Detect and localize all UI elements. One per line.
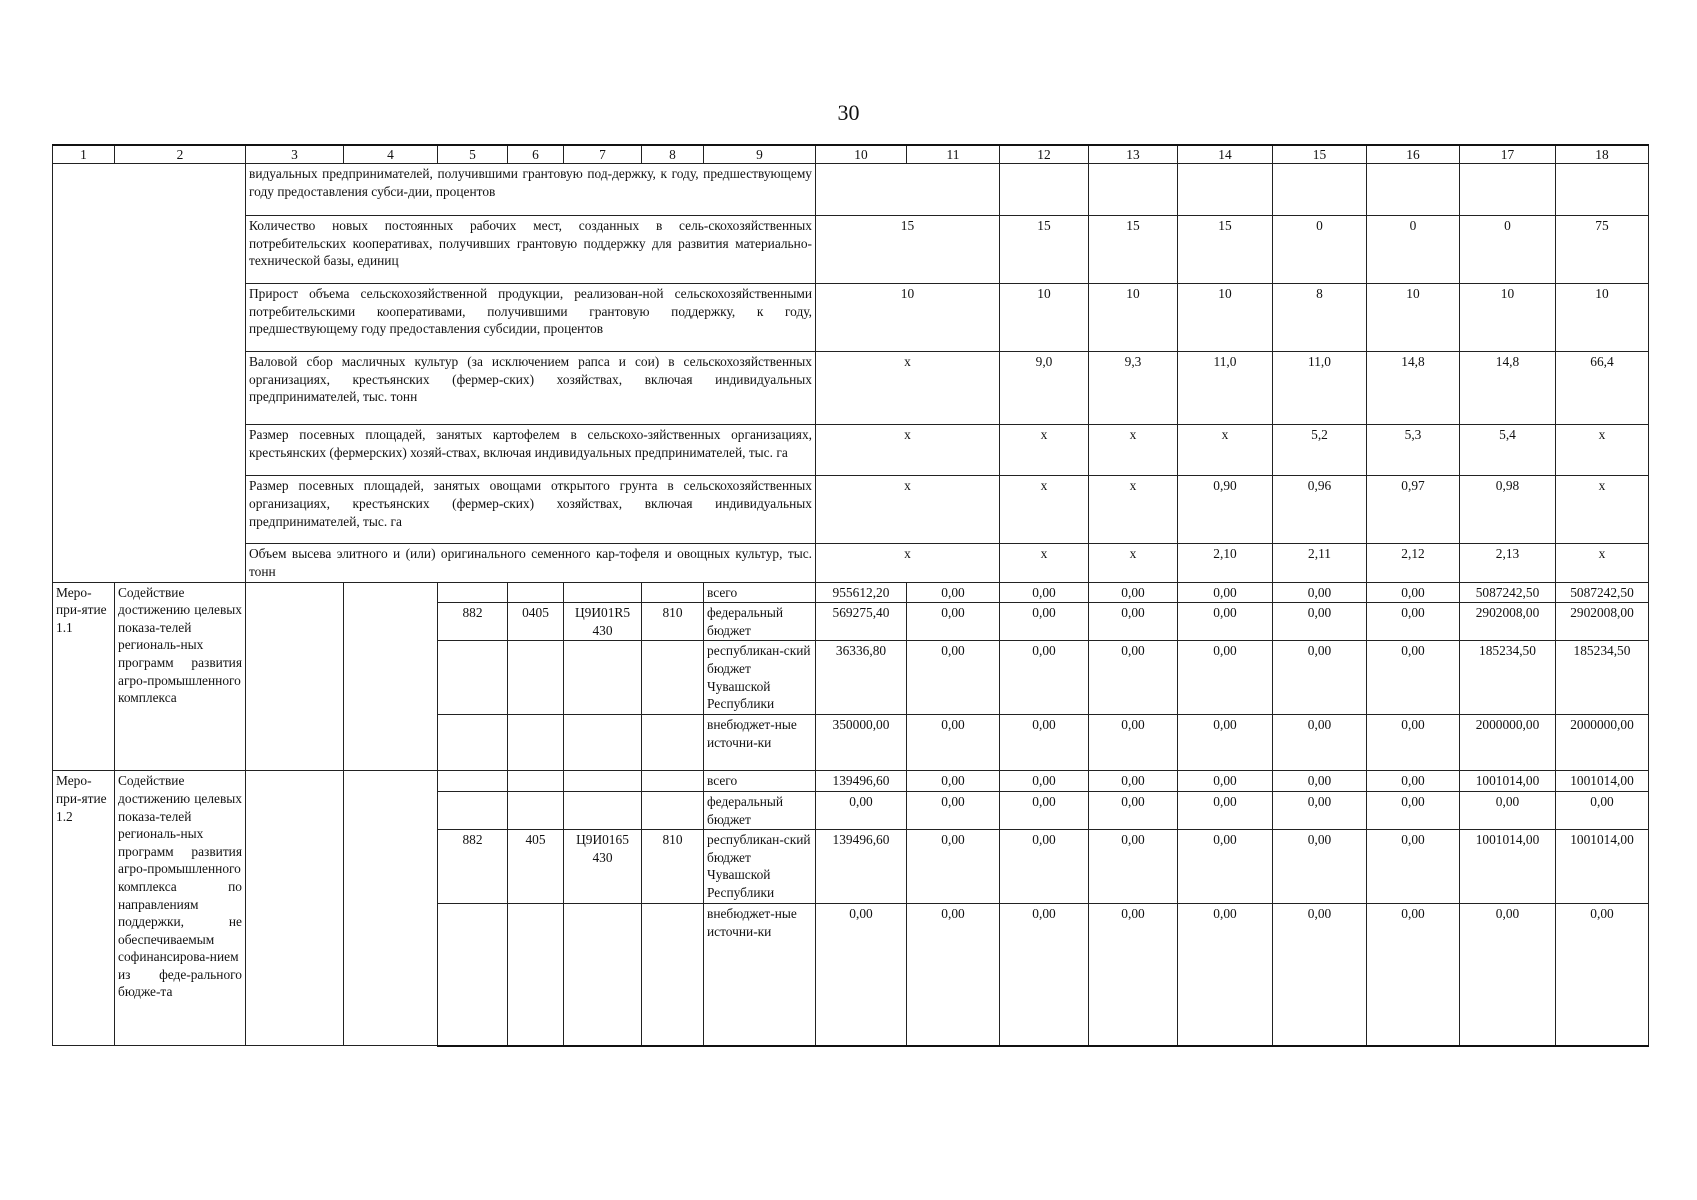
amount-cell: 1001014,00 (1460, 830, 1556, 904)
budget-code: 405 (508, 830, 564, 904)
table-cell: 14,8 (1367, 352, 1460, 425)
table-cell: х (1556, 476, 1649, 544)
program-table (52, 144, 1649, 1047)
column-number: 14 (1178, 145, 1273, 164)
table-cell: 0 (1273, 216, 1367, 284)
table-cell: х (1089, 476, 1178, 544)
amount-cell: 0,00 (1178, 715, 1273, 771)
budget-code (508, 582, 564, 603)
table-cell: 9,0 (1000, 352, 1089, 425)
table-cell: х (1089, 425, 1178, 476)
table-cell (1178, 164, 1273, 216)
table-cell (1460, 164, 1556, 216)
amount-cell: 0,00 (1089, 582, 1178, 603)
indicator-text: Размер посевных площадей, занятых овощами открытого грунта в сельскохозяйственных организациях, крестьянских (фермер-ских) хозяйствах, включая индивидуальных предпринимателей, тыс. га (246, 476, 816, 544)
funding-source: федеральный бюджет (704, 603, 816, 641)
measure-label: Меро-при-ятие 1.1 (53, 582, 115, 771)
table-cell: 2,11 (1273, 544, 1367, 582)
column-number: 1 (53, 145, 115, 164)
amount-cell: 0,00 (1367, 904, 1460, 1046)
amount-cell: 1001014,00 (1556, 830, 1649, 904)
amount-cell: 0,00 (907, 791, 1000, 829)
indicator-row (53, 425, 1649, 476)
budget-code (438, 771, 508, 792)
amount-cell: 0,00 (1089, 791, 1178, 829)
amount-cell: 0,00 (907, 904, 1000, 1046)
budget-code (564, 791, 642, 829)
budget-code (642, 641, 704, 715)
budget-code: Ц9И01R5 430 (564, 603, 642, 641)
table-cell: 0,90 (1178, 476, 1273, 544)
amount-cell: 36336,80 (816, 641, 907, 715)
funding-source: всего (704, 771, 816, 792)
amount-cell: 1001014,00 (1460, 771, 1556, 792)
amount-cell: 0,00 (907, 582, 1000, 603)
table-cell: 15 (1000, 216, 1089, 284)
amount-cell: 0,00 (1000, 830, 1089, 904)
table-cell: 0,97 (1367, 476, 1460, 544)
funding-source: республикан-ский бюджет Чувашской Республики (704, 641, 816, 715)
table-cell: 75 (1556, 216, 1649, 284)
indicator-row (53, 352, 1649, 425)
budget-code (508, 771, 564, 792)
amount-cell: 0,00 (1273, 582, 1367, 603)
budget-code (642, 771, 704, 792)
amount-cell: 0,00 (1178, 641, 1273, 715)
funding-source: республикан-ский бюджет Чувашской Республики (704, 830, 816, 904)
table-cell: х (816, 425, 1000, 476)
amount-cell: 185234,50 (1556, 641, 1649, 715)
amount-cell: 0,00 (1273, 715, 1367, 771)
column-number: 4 (344, 145, 438, 164)
table-cell (1089, 164, 1178, 216)
amount-cell: 0,00 (1089, 715, 1178, 771)
column-number: 7 (564, 145, 642, 164)
empty-cell (344, 771, 438, 1046)
table-cell: 10 (1556, 284, 1649, 352)
table-cell: х (1556, 544, 1649, 582)
amount-cell: 1001014,00 (1556, 771, 1649, 792)
budget-code (642, 582, 704, 603)
indicator-text: Валовой сбор масличных культур (за исключением рапса и сои) в сельскохозяйственных организациях, крестьянских (фермер-ских) хозяйствах, включая индивидуальных предпринимателей, тыс. тонн (246, 352, 816, 425)
table-cell (1273, 164, 1367, 216)
table-cell: 15 (1089, 216, 1178, 284)
table-cell: 5,3 (1367, 425, 1460, 476)
table-cell: 10 (1089, 284, 1178, 352)
table-cell: 5,2 (1273, 425, 1367, 476)
table-cell (1556, 164, 1649, 216)
amount-cell: 185234,50 (1460, 641, 1556, 715)
budget-code (508, 791, 564, 829)
budget-code (642, 791, 704, 829)
column-number: 3 (246, 145, 344, 164)
table-cell: 10 (816, 284, 1000, 352)
amount-cell: 0,00 (1556, 904, 1649, 1046)
amount-cell: 2902008,00 (1460, 603, 1556, 641)
amount-cell: 0,00 (1000, 641, 1089, 715)
amount-cell: 0,00 (1000, 715, 1089, 771)
column-number-row (53, 145, 1649, 164)
table-cell: х (1000, 425, 1089, 476)
indicator-row (53, 544, 1649, 582)
budget-code: 0405 (508, 603, 564, 641)
amount-cell: 0,00 (1000, 791, 1089, 829)
column-number: 16 (1367, 145, 1460, 164)
table-cell: х (816, 544, 1000, 582)
table-cell: 0 (1460, 216, 1556, 284)
measure-row (53, 771, 1649, 792)
budget-code: 810 (642, 603, 704, 641)
indicator-text: Объем высева элитного и (или) оригинального семенного кар-тофеля и овощных культур, тыс. тонн (246, 544, 816, 582)
column-number: 10 (816, 145, 907, 164)
amount-cell: 0,00 (1089, 904, 1178, 1046)
indicator-text: Размер посевных площадей, занятых картофелем в сельскохо-зяйственных организациях, крестьянских (фермерских) хозяй-ствах, включая индивидуальных предпринимателей, тыс. га (246, 425, 816, 476)
budget-code (508, 715, 564, 771)
indicator-row (53, 284, 1649, 352)
amount-cell: 0,00 (1000, 603, 1089, 641)
table-cell (1367, 164, 1460, 216)
indicator-text: Прирост объема сельскохозяйственной продукции, реализован-ной сельскохозяйственными потребительскими кооперативами, получившими грантовую поддержку, к году, предшествующему году предоставления субсидии, процентов (246, 284, 816, 352)
amount-cell: 0,00 (1273, 830, 1367, 904)
amount-cell: 0,00 (1178, 791, 1273, 829)
amount-cell: 0,00 (1178, 582, 1273, 603)
budget-code: 882 (438, 603, 508, 641)
amount-cell: 2902008,00 (1556, 603, 1649, 641)
amount-cell: 0,00 (1178, 830, 1273, 904)
amount-cell: 0,00 (1460, 791, 1556, 829)
amount-cell: 0,00 (1367, 791, 1460, 829)
amount-cell: 5087242,50 (1460, 582, 1556, 603)
amount-cell: 0,00 (1178, 771, 1273, 792)
amount-cell: 0,00 (1460, 904, 1556, 1046)
amount-cell: 0,00 (1089, 771, 1178, 792)
column-number: 6 (508, 145, 564, 164)
table-cell: 66,4 (1556, 352, 1649, 425)
column-number: 12 (1000, 145, 1089, 164)
table-cell: 10 (1000, 284, 1089, 352)
table-cell: 10 (1460, 284, 1556, 352)
table-cell: 0,96 (1273, 476, 1367, 544)
column-number: 2 (115, 145, 246, 164)
table-cell: 9,3 (1089, 352, 1178, 425)
amount-cell: 0,00 (1089, 603, 1178, 641)
funding-source: федеральный бюджет (704, 791, 816, 829)
page-number: 30 (837, 100, 860, 125)
measure-name: Содействие достижению целевых показа-телей региональ-ных программ развития агро-промышленного комплекса по направлениям поддержки, не обеспечиваемым софинансирова-нием из феде-рального бюдже-та (115, 771, 246, 1046)
amount-cell: 350000,00 (816, 715, 907, 771)
empty-cell (246, 771, 344, 1046)
amount-cell: 0,00 (907, 603, 1000, 641)
table-cell: 5,4 (1460, 425, 1556, 476)
budget-code (564, 715, 642, 771)
table-cell: х (1000, 544, 1089, 582)
budget-code (564, 641, 642, 715)
indicator-row (53, 476, 1649, 544)
amount-cell: 955612,20 (816, 582, 907, 603)
table-cell: 2,12 (1367, 544, 1460, 582)
measure-name: Содействие достижению целевых показа-телей региональ-ных программ развития агро-промышленного комплекса (115, 582, 246, 771)
amount-cell: 569275,40 (816, 603, 907, 641)
empty-cell (53, 164, 246, 583)
indicator-text: Количество новых постоянных рабочих мест, созданных в сель-скохозяйственных потребительских кооперативах, получивших грантовую поддержку для развития материально-технической базы, единиц (246, 216, 816, 284)
amount-cell: 139496,60 (816, 830, 907, 904)
column-number: 8 (642, 145, 704, 164)
funding-source: всего (704, 582, 816, 603)
table-cell: 2,10 (1178, 544, 1273, 582)
amount-cell: 0,00 (1367, 771, 1460, 792)
amount-cell: 0,00 (816, 791, 907, 829)
budget-code: Ц9И0165 430 (564, 830, 642, 904)
budget-code (564, 771, 642, 792)
budget-code (642, 904, 704, 1046)
amount-cell: 0,00 (1000, 904, 1089, 1046)
amount-cell: 0,00 (1178, 904, 1273, 1046)
table-cell (816, 164, 1000, 216)
table-cell: х (816, 476, 1000, 544)
amount-cell: 5087242,50 (1556, 582, 1649, 603)
table-cell: х (1000, 476, 1089, 544)
budget-code: 810 (642, 830, 704, 904)
amount-cell: 0,00 (907, 830, 1000, 904)
amount-cell: 0,00 (1273, 603, 1367, 641)
amount-cell: 0,00 (907, 641, 1000, 715)
amount-cell: 0,00 (1367, 715, 1460, 771)
table-cell: х (1556, 425, 1649, 476)
table-cell: 11,0 (1273, 352, 1367, 425)
table-cell: 2,13 (1460, 544, 1556, 582)
budget-code (564, 904, 642, 1046)
budget-code (438, 791, 508, 829)
column-number: 15 (1273, 145, 1367, 164)
column-number: 18 (1556, 145, 1649, 164)
column-number: 5 (438, 145, 508, 164)
amount-cell: 0,00 (1089, 830, 1178, 904)
amount-cell: 0,00 (907, 771, 1000, 792)
amount-cell: 0,00 (1367, 830, 1460, 904)
budget-code (642, 715, 704, 771)
amount-cell: 2000000,00 (1460, 715, 1556, 771)
table-cell: 0 (1367, 216, 1460, 284)
indicator-text: видуальных предпринимателей, получившими грантовую под-держку, к году, предшествующему году предоставления субси-дии, процентов (246, 164, 816, 216)
amount-cell: 0,00 (1273, 641, 1367, 715)
table-cell: 10 (1178, 284, 1273, 352)
empty-cell (246, 582, 344, 771)
table-cell: 15 (816, 216, 1000, 284)
amount-cell: 0,00 (1089, 641, 1178, 715)
budget-code (438, 582, 508, 603)
amount-cell: 0,00 (1273, 771, 1367, 792)
table-cell: 14,8 (1460, 352, 1556, 425)
table-cell: 8 (1273, 284, 1367, 352)
column-number: 11 (907, 145, 1000, 164)
measure-label: Меро-при-ятие 1.2 (53, 771, 115, 1046)
amount-cell: 139496,60 (816, 771, 907, 792)
funding-source: внебюджет-ные источни-ки (704, 715, 816, 771)
table-cell: х (1178, 425, 1273, 476)
table-cell (1000, 164, 1089, 216)
amount-cell: 0,00 (1273, 791, 1367, 829)
amount-cell: 0,00 (1000, 771, 1089, 792)
table-cell: 0,98 (1460, 476, 1556, 544)
budget-code (508, 904, 564, 1046)
amount-cell: 0,00 (1367, 641, 1460, 715)
indicator-row (53, 164, 1649, 216)
budget-code (438, 641, 508, 715)
amount-cell: 0,00 (907, 715, 1000, 771)
column-number: 13 (1089, 145, 1178, 164)
amount-cell: 0,00 (1367, 582, 1460, 603)
column-number: 9 (704, 145, 816, 164)
budget-code (438, 715, 508, 771)
amount-cell: 0,00 (816, 904, 907, 1046)
amount-cell: 0,00 (1178, 603, 1273, 641)
column-number: 17 (1460, 145, 1556, 164)
amount-cell: 0,00 (1367, 603, 1460, 641)
budget-code (438, 904, 508, 1046)
budget-code: 882 (438, 830, 508, 904)
table-cell: 10 (1367, 284, 1460, 352)
table-cell: х (816, 352, 1000, 425)
funding-source: внебюджет-ные источни-ки (704, 904, 816, 1046)
amount-cell: 0,00 (1000, 582, 1089, 603)
budget-code (508, 641, 564, 715)
table-cell: 15 (1178, 216, 1273, 284)
table-cell: 11,0 (1178, 352, 1273, 425)
measure-row (53, 582, 1649, 603)
amount-cell: 2000000,00 (1556, 715, 1649, 771)
indicator-row (53, 216, 1649, 284)
empty-cell (344, 582, 438, 771)
amount-cell: 0,00 (1556, 791, 1649, 829)
budget-code (564, 582, 642, 603)
table-cell: х (1089, 544, 1178, 582)
amount-cell: 0,00 (1273, 904, 1367, 1046)
